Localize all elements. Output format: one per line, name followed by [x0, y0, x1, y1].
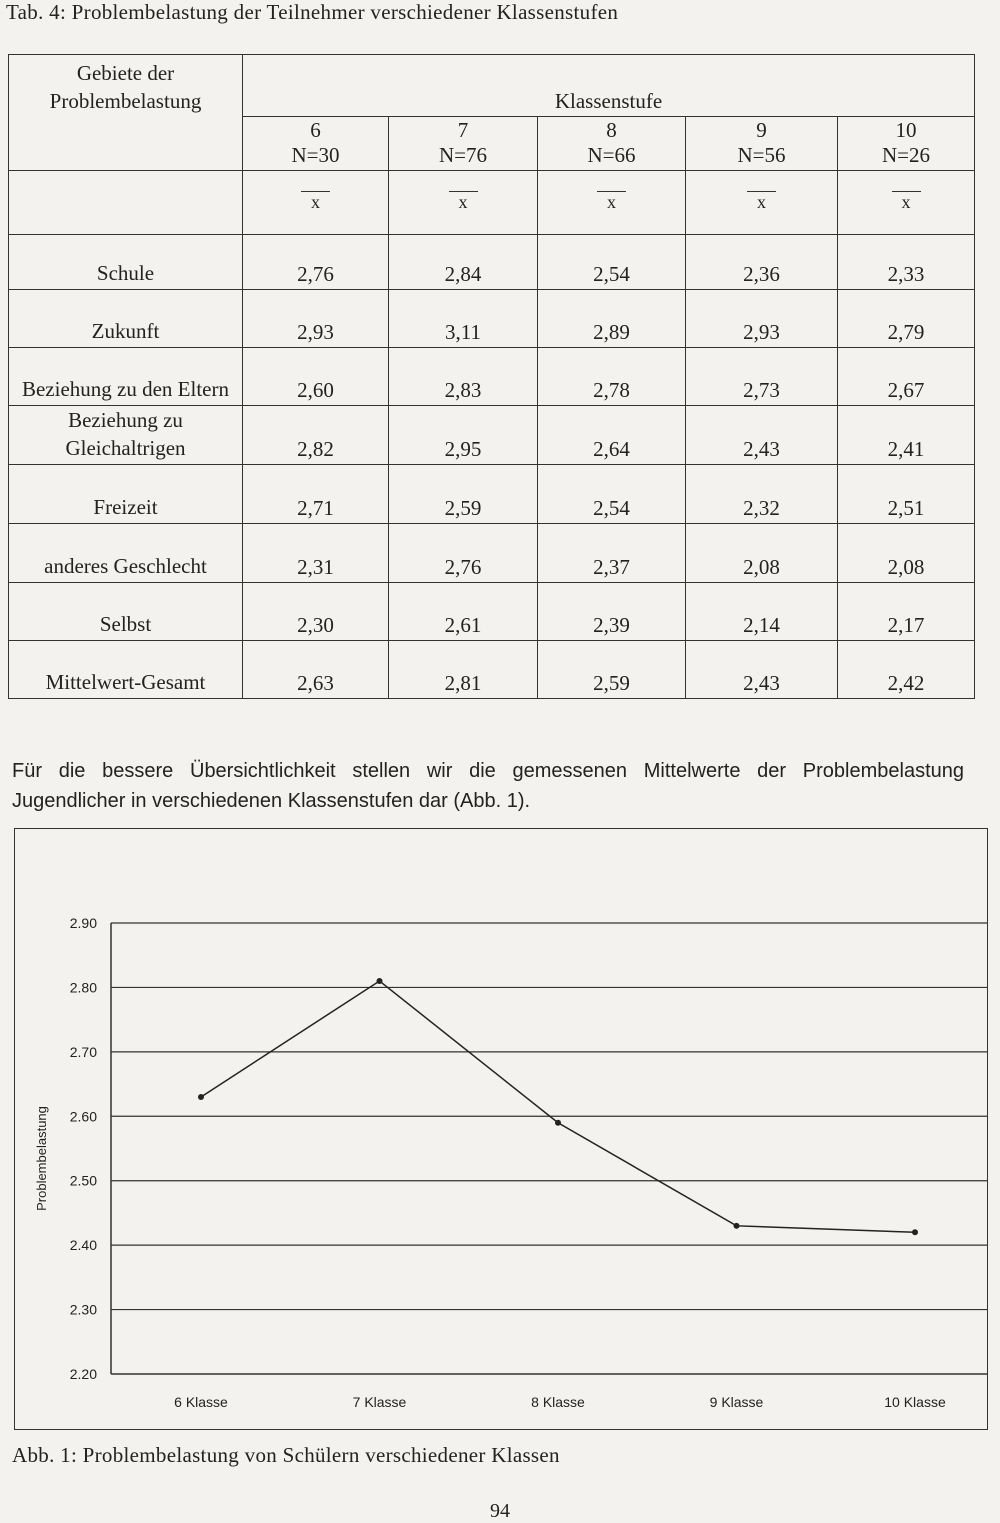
mean-symbol: x	[686, 171, 838, 235]
row-label: Mittelwert-Gesamt	[9, 641, 243, 699]
table-cell: 2,67	[838, 348, 975, 406]
table-cell: 2,93	[243, 290, 389, 348]
data-point	[198, 1094, 204, 1100]
column-header: 9 N=56	[686, 117, 838, 171]
table-cell: 2,59	[389, 465, 538, 524]
column-header: 10 N=26	[838, 117, 975, 171]
mean-symbol: x	[389, 171, 538, 235]
table-cell: 2,89	[538, 290, 686, 348]
data-point	[912, 1229, 918, 1235]
table-cell: 2,61	[389, 583, 538, 641]
row-label: Beziehung zu den Eltern	[9, 348, 243, 406]
y-tick-label: 2.80	[69, 979, 97, 996]
table-cell: 2,73	[686, 348, 838, 406]
table-cell: 2,43	[686, 406, 838, 465]
y-tick-label: 2.20	[69, 1366, 97, 1382]
table-cell: 2,81	[389, 641, 538, 699]
table-cell: 2,95	[389, 406, 538, 465]
row-label: anderes Geschlecht	[9, 524, 243, 583]
table-cell: 2,42	[838, 641, 975, 699]
table-row	[9, 406, 975, 465]
table-cell: 2,63	[243, 641, 389, 699]
y-tick-label: 2.70	[69, 1043, 97, 1060]
table-cell: 2,64	[538, 406, 686, 465]
x-tick-label: 8 Klasse	[531, 1394, 585, 1410]
table-cell: 2,08	[686, 524, 838, 583]
chart-frame	[14, 828, 988, 1430]
y-tick-label: 2.50	[69, 1172, 97, 1189]
row-label: Selbst	[9, 583, 243, 641]
table-cell: 2,41	[838, 406, 975, 465]
table-cell: 2,30	[243, 583, 389, 641]
column-header: 6 N=30	[243, 117, 389, 171]
row-label: Freizeit	[9, 465, 243, 524]
table-cell: 2,17	[838, 583, 975, 641]
table-cell: 2,84	[389, 235, 538, 290]
body-paragraph: Für die bessere Übersichtlichkeit stellen wir die gemessenen Mittelwerte der Problembelastung Jugendlicher in verschiedenen Klassenstufen dar (Abb. 1).	[12, 760, 964, 812]
table-cell: 2,37	[538, 524, 686, 583]
y-axis-label: Problembelastung	[34, 1106, 49, 1211]
y-tick-label: 2.40	[69, 1237, 97, 1254]
table-row	[9, 583, 975, 641]
table-row	[9, 290, 975, 348]
mean-symbol: x	[838, 171, 975, 235]
table-cell: 2,31	[243, 524, 389, 583]
mean-symbol: x	[243, 171, 389, 235]
table-cell: 2,36	[686, 235, 838, 290]
table-cell: 2,51	[838, 465, 975, 524]
table-cell: 2,71	[243, 465, 389, 524]
table-row	[9, 235, 975, 290]
table-cell: 2,54	[538, 465, 686, 524]
data-point	[734, 1223, 740, 1229]
mean-symbol: x	[538, 171, 686, 235]
table-cell: 2,83	[389, 348, 538, 406]
table-caption: Tab. 4: Problembelastung der Teilnehmer verschiedener Klassenstufen	[6, 0, 619, 24]
x-tick-label: 10 Klasse	[884, 1394, 946, 1410]
table-cell: 2,79	[838, 290, 975, 348]
table-cell: 2,59	[538, 641, 686, 699]
table-cell: 2,33	[838, 235, 975, 290]
y-tick-label: 2.30	[69, 1301, 97, 1318]
series-line	[201, 981, 915, 1232]
y-tick-label: 2.60	[69, 1108, 97, 1125]
column-header: 7 N=76	[389, 117, 538, 171]
table-cell: 2,39	[538, 583, 686, 641]
table-row	[9, 348, 975, 406]
page-number: 94	[490, 1500, 510, 1522]
data-point	[555, 1120, 561, 1126]
empty-cell	[9, 171, 243, 235]
x-tick-label: 7 Klasse	[352, 1394, 407, 1410]
line-chart	[15, 829, 987, 1429]
table-cell: 2,60	[243, 348, 389, 406]
y-tick-label: 2.90	[69, 915, 97, 931]
x-tick-label: 9 Klasse	[709, 1394, 764, 1410]
table-row	[9, 465, 975, 524]
table-cell: 2,76	[389, 524, 538, 583]
data-point	[377, 978, 383, 984]
table-row	[9, 524, 975, 583]
figure-caption: Abb. 1: Problembelastung von Schülern verschiedener Klassen	[12, 1443, 560, 1467]
problem-load-table	[8, 54, 975, 699]
table-cell: 2,54	[538, 235, 686, 290]
column-header: 8 N=66	[538, 117, 686, 171]
group-header: Klassenstufe	[243, 55, 975, 117]
row-label: Beziehung zu Gleichaltrigen	[9, 406, 243, 465]
x-tick-label: 6 Klasse	[174, 1394, 228, 1410]
table-row	[9, 641, 975, 699]
table-cell: 2,32	[686, 465, 838, 524]
table-cell: 2,78	[538, 348, 686, 406]
row-label: Schule	[9, 235, 243, 290]
area-header: Gebiete der Problembelastung	[9, 55, 243, 171]
row-label: Zukunft	[9, 290, 243, 348]
table-cell: 2,14	[686, 583, 838, 641]
table-cell: 2,93	[686, 290, 838, 348]
table-cell: 2,82	[243, 406, 389, 465]
table-cell: 2,08	[838, 524, 975, 583]
table-cell: 3,11	[389, 290, 538, 348]
table-cell: 2,76	[243, 235, 389, 290]
table-cell: 2,43	[686, 641, 838, 699]
